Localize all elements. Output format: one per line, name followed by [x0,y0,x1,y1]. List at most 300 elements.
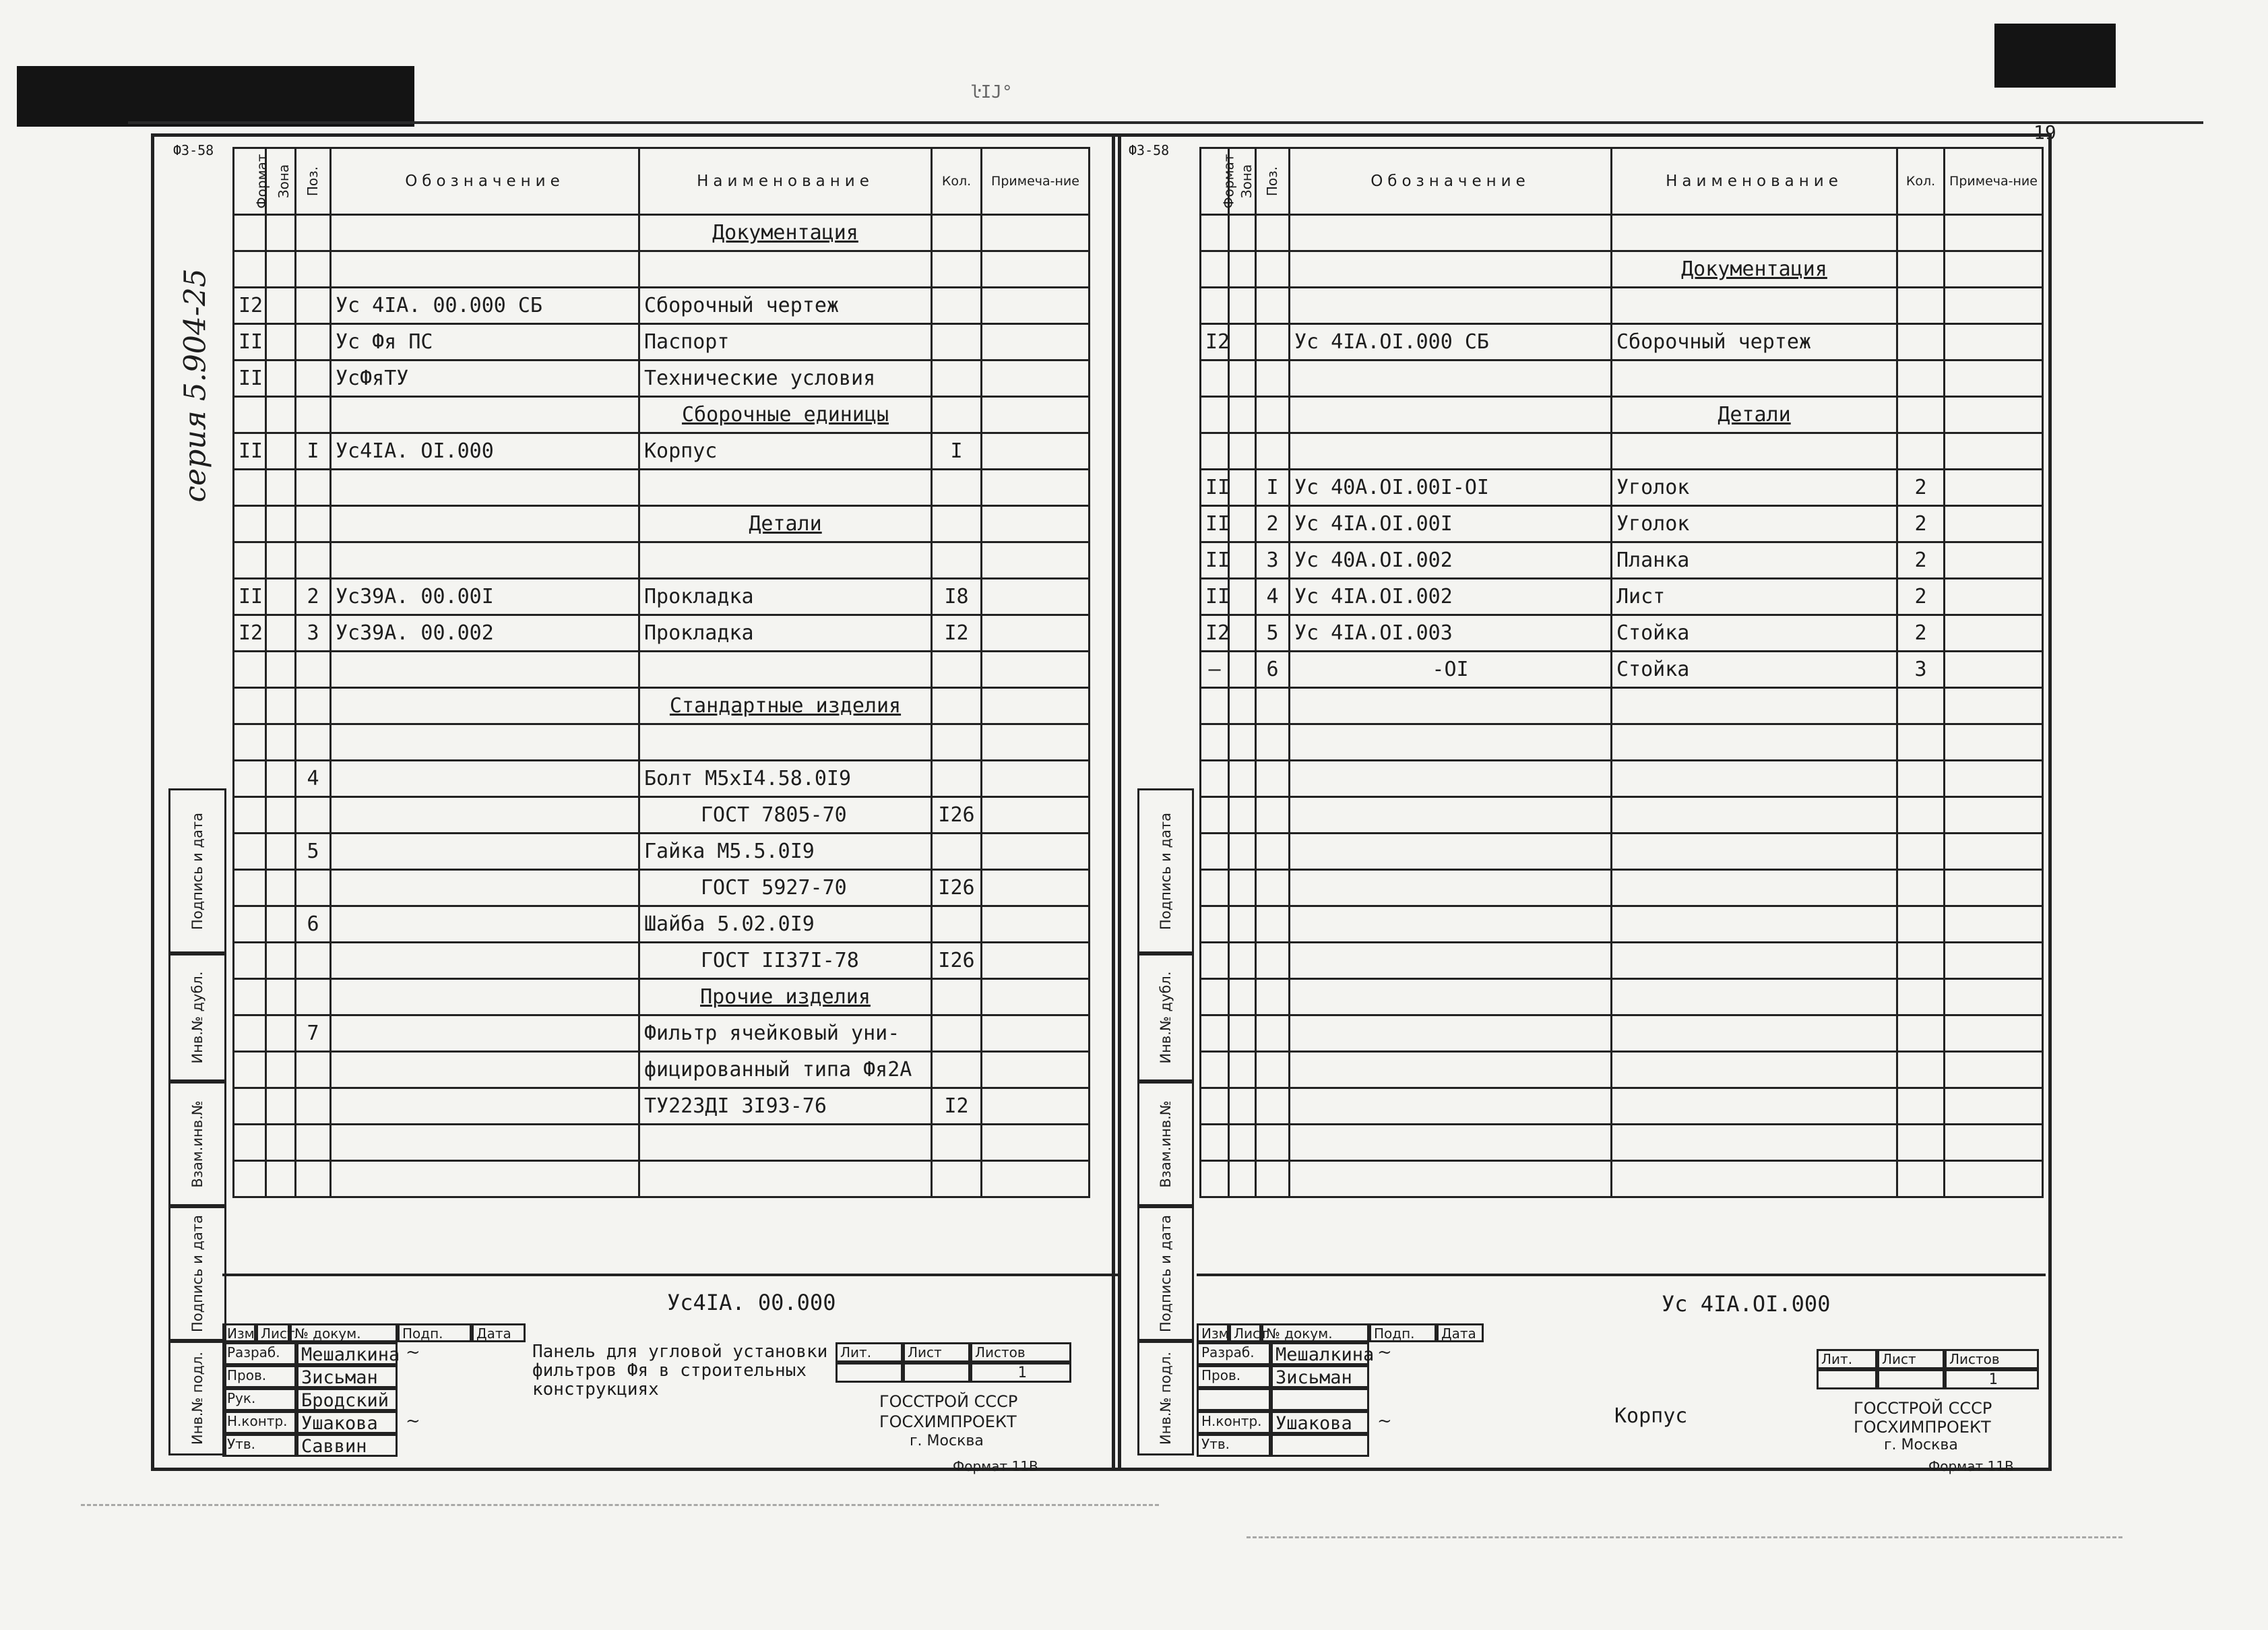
tb-lit: Лит. [836,1342,903,1362]
cell-pos [296,251,331,288]
cell-designation [1290,1015,1612,1052]
cell-designation [1290,761,1612,797]
cell-designation: Ус Фя ПС [331,324,639,361]
series-note: серия 5.904-25 [178,268,213,503]
cell-name [1612,688,1897,724]
cell-format [234,1161,266,1197]
table-row [1201,397,2043,433]
cell-qty [1897,688,1945,724]
cell-designation: Ус 40А.OI.00I-OI [1290,470,1612,506]
tb-role-1: Разраб. [1197,1342,1271,1365]
cell-name: Документация [1612,251,1897,288]
cell-zone [266,761,296,797]
cell-zone [266,1161,296,1197]
cell-note [982,1052,1090,1088]
cell-designation [331,979,639,1015]
table-row [234,288,1090,324]
cell-qty [932,506,982,542]
cell-name [1612,1125,1897,1161]
tb-sheets: Листов [970,1342,1071,1362]
cell-zone [1229,579,1256,615]
cell-qty [932,324,982,361]
cell-name [1612,761,1897,797]
tb-hdr-doc: № докум. [1261,1323,1369,1342]
cell-format: — [1201,652,1229,688]
cell-format [234,943,266,979]
cell-format [234,688,266,724]
scan-dark-band-left [17,66,414,127]
cell-pos [296,1161,331,1197]
cell-format [234,761,266,797]
cell-designation: -OI [1290,652,1612,688]
cell-format [1201,1125,1229,1161]
cell-zone [1229,506,1256,542]
cell-name [1612,1052,1897,1088]
cell-note [1945,1088,2043,1125]
cell-format [1201,215,1229,251]
cell-name [1612,797,1897,834]
cell-qty [932,215,982,251]
cell-name: ГОСТ II37I-78 [639,943,932,979]
col-zone-header: Зона [1229,148,1256,215]
left-format-label: Формат 11В [953,1458,1038,1474]
cell-note [982,288,1090,324]
tb-hdr-izm: Изм [1197,1323,1229,1342]
cell-pos [296,1125,331,1161]
cell-designation [1290,251,1612,288]
cell-zone [266,979,296,1015]
cell-qty: I2 [932,615,982,652]
cell-note [1945,906,2043,943]
cell-qty: 2 [1897,579,1945,615]
cell-qty [932,361,982,397]
tb-sheets-value: 1 [1945,1369,2039,1389]
cell-zone [1229,361,1256,397]
cell-name: Детали [639,506,932,542]
cell-qty: 2 [1897,542,1945,579]
cell-zone [1229,215,1256,251]
cell-zone [266,579,296,615]
cell-pos [296,1052,331,1088]
tb-sheet: Лист [1877,1349,1945,1369]
cell-zone [266,215,296,251]
table-row [234,1015,1090,1052]
cell-pos: I [1256,470,1290,506]
tb-name-4: Ушакова [1271,1411,1369,1434]
cell-name [639,542,932,579]
cell-designation [1290,361,1612,397]
cell-note [1945,652,2043,688]
cell-note [982,470,1090,506]
side-sign-date-1: Подпись и дата [1137,788,1194,953]
cell-qty [932,1015,982,1052]
cell-zone [266,251,296,288]
cell-format [234,215,266,251]
table-row [1201,433,2043,470]
cell-zone [1229,652,1256,688]
tb-signature-2: ~ [406,1411,420,1431]
cell-zone [266,1125,296,1161]
cell-zone [1229,797,1256,834]
cell-name: Сборочные единицы [639,397,932,433]
left-org-3: г. Москва [910,1433,984,1449]
cell-designation [1290,870,1612,906]
table-row [234,943,1090,979]
cell-format: II [1201,579,1229,615]
cell-name: Болт М5хI4.58.0I9 [639,761,932,797]
cell-qty [1897,324,1945,361]
cell-zone [1229,1015,1256,1052]
cell-note [982,943,1090,979]
cell-zone [266,1015,296,1052]
cell-qty [1897,943,1945,979]
cell-note [1945,979,2043,1015]
tb-lit-value [836,1362,903,1383]
cell-designation [331,542,639,579]
cell-qty: 2 [1897,615,1945,652]
tb-role-4: Н.контр. [1197,1411,1271,1434]
side-inv-dubl: Инв.№ дубл. [168,953,226,1082]
cell-qty [1897,1088,1945,1125]
cell-note [982,506,1090,542]
cell-note [982,1015,1090,1052]
table-row [234,834,1090,870]
cell-name: Уголок [1612,506,1897,542]
cell-designation [1290,906,1612,943]
cell-designation [331,1015,639,1052]
table-row [1201,470,2043,506]
cell-name [1612,1015,1897,1052]
cell-note [982,761,1090,797]
cell-name: ТУ223ДI 3I93-76 [639,1088,932,1125]
cell-note [1945,797,2043,834]
cell-designation [331,1125,639,1161]
cell-name [1612,870,1897,906]
cell-note [1945,724,2043,761]
tb-name-3 [1271,1388,1369,1411]
cell-format [1201,361,1229,397]
tb-role-5: Утв. [1197,1434,1271,1457]
side-sign-date-2: Подпись и дата [1137,1206,1194,1341]
scan-noise-bottom-1 [81,1504,1159,1506]
tb-hdr-doc: № докум. [290,1323,398,1342]
left-doc-code: Ус4IA. 00.000 [667,1290,836,1315]
cell-designation [331,724,639,761]
cell-zone [1229,251,1256,288]
cell-note [982,906,1090,943]
cell-note [982,397,1090,433]
cell-format [1201,397,1229,433]
cell-note [1945,688,2043,724]
cell-qty [1897,834,1945,870]
cell-pos [1256,724,1290,761]
cell-pos: 3 [296,615,331,652]
cell-note [982,797,1090,834]
cell-format [234,724,266,761]
cell-zone [266,688,296,724]
col-note-header: Примеча-ние [1945,148,2043,215]
col-zone-header: Зона [266,148,296,215]
cell-designation: Ус39А. 00.00I [331,579,639,615]
cell-zone [1229,1052,1256,1088]
cell-zone [1229,870,1256,906]
cell-zone [1229,834,1256,870]
cell-format [1201,979,1229,1015]
cell-note [982,688,1090,724]
tb-role-3: Рук. [222,1388,296,1411]
cell-format: II [234,324,266,361]
cell-designation [331,943,639,979]
table-row [234,251,1090,288]
cell-note [982,251,1090,288]
cell-pos [1256,251,1290,288]
cell-note [1945,579,2043,615]
cell-format [234,797,266,834]
right-title-block [1197,1274,2046,1458]
cell-name: Стандартные изделия [639,688,932,724]
cell-designation [331,870,639,906]
cell-note [982,361,1090,397]
tb-lit: Лит. [1817,1349,1877,1369]
cell-zone [1229,1088,1256,1125]
cell-format [1201,1015,1229,1052]
left-spec-table [232,147,1090,1198]
cell-format [1201,834,1229,870]
cell-name [1612,215,1897,251]
cell-designation: Ус 40А.OI.002 [1290,542,1612,579]
cell-note [1945,1125,2043,1161]
cell-name: ГОСТ 7805-70 [639,797,932,834]
cell-qty [1897,397,1945,433]
cell-format [1201,1161,1229,1197]
cell-note [1945,288,2043,324]
cell-designation [1290,215,1612,251]
cell-designation [1290,688,1612,724]
right-doc-title: Корпус [1614,1404,1688,1428]
cell-qty [1897,251,1945,288]
cell-note [982,724,1090,761]
cell-note [982,542,1090,579]
left-form-code: Ф3-58 [173,142,214,158]
cell-note [982,979,1090,1015]
table-row [234,1052,1090,1088]
col-format-header: Формат [1201,148,1229,215]
cell-format [1201,870,1229,906]
table-row [1201,288,2043,324]
cell-zone [1229,724,1256,761]
cell-designation [331,834,639,870]
cell-format: I2 [234,615,266,652]
cell-designation [1290,288,1612,324]
table-row [234,724,1090,761]
cell-pos: 5 [1256,615,1290,652]
cell-note [982,1161,1090,1197]
table-row [234,397,1090,433]
col-designation-header: Обозначение [1290,148,1612,215]
cell-pos: 6 [1256,652,1290,688]
tb-sheets-value: 1 [970,1362,1071,1383]
cell-note [982,870,1090,906]
cell-zone [1229,761,1256,797]
cell-zone [266,834,296,870]
cell-pos [1256,288,1290,324]
cell-designation [1290,397,1612,433]
cell-designation [1290,1161,1612,1197]
cell-designation [331,1088,639,1125]
cell-pos [1256,761,1290,797]
cell-name: Планка [1612,542,1897,579]
tb-role-2: Пров. [1197,1365,1271,1388]
side-vzam-inv: Взам.инв.№ [168,1082,226,1206]
cell-name: фицированный типа Фя2А [639,1052,932,1088]
cell-note [1945,324,2043,361]
cell-format [1201,761,1229,797]
cell-designation [331,1161,639,1197]
cell-designation [331,470,639,506]
cell-name [1612,906,1897,943]
cell-qty [932,688,982,724]
cell-format [1201,943,1229,979]
tb-name-5 [1271,1434,1369,1457]
cell-qty [932,834,982,870]
right-header-row [1201,148,2043,215]
cell-note [982,615,1090,652]
side-inv-dubl: Инв.№ дубл. [1137,953,1194,1082]
cell-zone [266,906,296,943]
cell-pos [1256,1015,1290,1052]
cell-qty [1897,724,1945,761]
cell-pos [296,215,331,251]
cell-qty [1897,215,1945,251]
tb-signature-1: ~ [1377,1342,1392,1362]
cell-name: Лист [1612,579,1897,615]
cell-pos [1256,943,1290,979]
cell-designation [1290,834,1612,870]
tb-role-1: Разраб. [222,1342,296,1365]
cell-designation [331,761,639,797]
cell-zone [266,724,296,761]
cell-zone [266,943,296,979]
cell-zone [266,542,296,579]
col-designation-header: Обозначение [331,148,639,215]
cell-name [1612,943,1897,979]
cell-name: Паспорт [639,324,932,361]
left-doc-title: Панель для угловой установки фильтров Фя в строительных конструкциях [532,1342,828,1400]
cell-zone [1229,433,1256,470]
tb-signature-1: ~ [406,1342,420,1362]
cell-pos [296,797,331,834]
cell-qty [932,397,982,433]
col-name-header: Наименование [1612,148,1897,215]
cell-format [1201,1052,1229,1088]
tb-name-1: Мешалкина [296,1342,398,1365]
cell-pos [1256,870,1290,906]
cell-qty [932,761,982,797]
table-row [234,979,1090,1015]
cell-format [234,506,266,542]
cell-qty: I [932,433,982,470]
cell-qty: 2 [1897,506,1945,542]
cell-designation [331,251,639,288]
table-row [234,215,1090,251]
cell-format [234,834,266,870]
cell-pos: 2 [1256,506,1290,542]
cell-zone [266,470,296,506]
cell-name: Прокладка [639,579,932,615]
table-row [1201,361,2043,397]
table-row [1201,506,2043,542]
cell-zone [1229,397,1256,433]
cell-designation: Ус 4IA.OI.003 [1290,615,1612,652]
col-name-header: Наименование [639,148,932,215]
table-row [1201,1088,2043,1125]
cell-format [234,251,266,288]
cell-pos [296,979,331,1015]
cell-note [1945,397,2043,433]
tb-role-3 [1197,1388,1271,1411]
cell-format: I2 [1201,615,1229,652]
cell-designation [1290,943,1612,979]
table-row [1201,215,2043,251]
cell-pos: 4 [296,761,331,797]
table-row [1201,615,2043,652]
table-row [1201,761,2043,797]
table-row [1201,724,2043,761]
cell-qty [1897,288,1945,324]
cell-name [639,1125,932,1161]
table-row [234,1125,1090,1161]
tb-hdr-sign: Подп. [398,1323,472,1342]
cell-zone [1229,288,1256,324]
cell-format [1201,433,1229,470]
cell-qty [1897,870,1945,906]
tb-name-5: Саввин [296,1434,398,1457]
cell-pos [296,652,331,688]
cell-note [1945,870,2043,906]
tb-hdr-sign: Подп. [1369,1323,1437,1342]
table-row [234,433,1090,470]
cell-format [1201,251,1229,288]
cell-format [234,652,266,688]
cell-pos [296,397,331,433]
cell-name: Сборочный чертеж [639,288,932,324]
cell-designation [331,506,639,542]
cell-designation [331,797,639,834]
table-row [1201,1015,2043,1052]
left-header-row [234,148,1090,215]
cell-qty: I26 [932,870,982,906]
cell-name [1612,1161,1897,1197]
cell-designation [1290,797,1612,834]
cell-zone [1229,324,1256,361]
cell-format [1201,724,1229,761]
tb-name-1: Мешалкина [1271,1342,1369,1365]
table-row [1201,688,2043,724]
table-row [1201,652,2043,688]
table-row [1201,943,2043,979]
table-row [234,470,1090,506]
table-row [234,761,1090,797]
table-row [234,1161,1090,1197]
cell-qty: 3 [1897,652,1945,688]
cell-designation: Ус 4IA.OI.00I [1290,506,1612,542]
cell-name [639,724,932,761]
cell-name: Шайба 5.02.0I9 [639,906,932,943]
cell-qty [932,1125,982,1161]
cell-name: Фильтр ячейковый уни- [639,1015,932,1052]
tb-sheets: Листов [1945,1349,2039,1369]
cell-zone [1229,688,1256,724]
